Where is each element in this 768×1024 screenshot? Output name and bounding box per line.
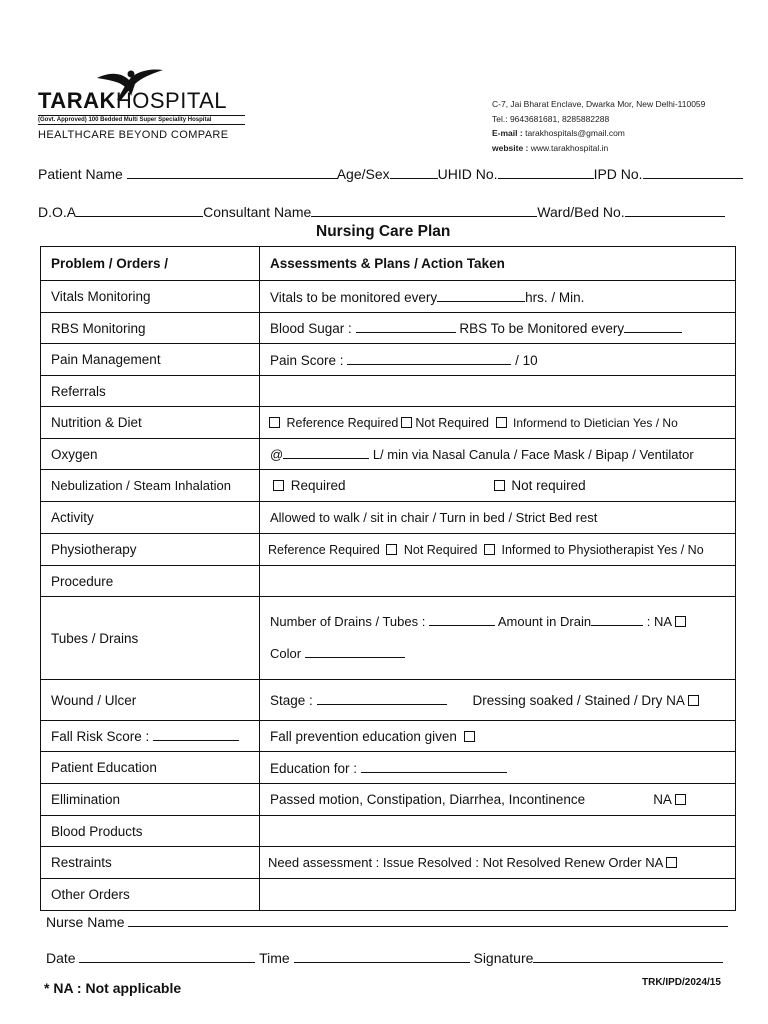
row-action xyxy=(260,721,736,752)
row-text: Color xyxy=(270,646,302,661)
tubes-line-1 xyxy=(270,606,725,638)
address-line: C-7, Jai Bharat Enclave, Dwarka Mor, New Delhi-110059 xyxy=(492,99,706,109)
table-row xyxy=(41,502,736,534)
email-label: E-mail : xyxy=(492,128,523,138)
date-field[interactable] xyxy=(79,950,255,963)
row-text: @ xyxy=(270,447,284,462)
row-label: Restraints xyxy=(41,847,260,879)
oxygen-flow-field[interactable] xyxy=(283,446,369,459)
row-label xyxy=(41,721,260,752)
email-line xyxy=(492,126,705,141)
table-row xyxy=(41,313,736,344)
tel-line: Tel.: 9643681681, 8285882288 xyxy=(492,113,610,124)
website-line xyxy=(492,141,705,156)
checkbox[interactable] xyxy=(386,544,397,555)
time-label: Time xyxy=(259,950,290,966)
row-text: Fall Risk Score : xyxy=(51,729,150,744)
other-orders-field[interactable] xyxy=(260,879,736,911)
table-row xyxy=(41,879,736,911)
row-action xyxy=(260,597,736,680)
row-text: Amount in Drain xyxy=(497,614,592,629)
checkbox[interactable] xyxy=(666,857,677,868)
fall-risk-score-field[interactable] xyxy=(153,728,239,741)
rbs-interval-field[interactable] xyxy=(624,320,682,333)
table-row xyxy=(41,470,736,502)
hospital-brand xyxy=(38,88,227,114)
table-row xyxy=(41,281,736,313)
ward-bed-field[interactable] xyxy=(625,204,725,217)
row-action xyxy=(260,784,736,816)
row-action xyxy=(260,534,736,566)
row-action xyxy=(260,313,736,344)
form-code: TRK/IPD/2024/15 xyxy=(642,977,721,988)
signature-label: Signature xyxy=(473,950,534,966)
form-title: Nursing Care Plan xyxy=(316,223,451,240)
table-row xyxy=(41,376,736,407)
row-text: / 10 xyxy=(515,352,538,368)
wound-stage-field[interactable] xyxy=(317,692,447,705)
email-value: tarakhospitals@gmail.com xyxy=(525,128,625,138)
checkbox[interactable] xyxy=(401,417,412,428)
table-row xyxy=(41,784,736,816)
nurse-name-field[interactable] xyxy=(128,914,728,927)
table-row xyxy=(41,344,736,376)
hospital-slogan: HEALTHCARE BEYOND COMPARE xyxy=(38,129,229,141)
checkbox[interactable] xyxy=(464,731,475,742)
row-text: Education for : xyxy=(270,760,358,776)
date-time-signature-row xyxy=(46,950,723,966)
row-label: Patient Education xyxy=(41,752,260,784)
patient-info-row-2 xyxy=(38,204,725,220)
row-text: Passed motion, Constipation, Diarrhea, Incontinence xyxy=(270,792,586,807)
row-text: Reference Required xyxy=(268,542,380,557)
row-text: Not Required xyxy=(403,542,478,557)
row-label: Oxygen xyxy=(41,439,260,470)
row-action xyxy=(260,752,736,784)
row-action xyxy=(260,847,736,879)
checkbox[interactable] xyxy=(675,794,686,805)
row-action xyxy=(260,470,736,502)
nurse-name-row xyxy=(46,914,728,930)
patient-info-row-1 xyxy=(38,166,743,182)
row-text: Dressing soaked / Stained / Dry xyxy=(472,693,663,708)
education-field[interactable] xyxy=(361,760,507,773)
brand-bold: TARAK xyxy=(38,88,116,113)
row-action: Allowed to walk / sit in chair / Turn in bed / Strict Bed rest xyxy=(260,502,736,534)
row-text: Required xyxy=(290,478,346,493)
signature-field[interactable] xyxy=(533,950,723,963)
row-label: Procedure xyxy=(41,566,260,597)
blood-products-field[interactable] xyxy=(260,816,736,847)
row-action xyxy=(260,680,736,721)
row-text: Not required xyxy=(511,478,586,493)
table-row xyxy=(41,847,736,879)
patient-name-field[interactable] xyxy=(127,166,337,179)
nursing-care-table xyxy=(40,246,736,911)
table-row xyxy=(41,816,736,847)
row-text: Stage : xyxy=(270,693,313,708)
row-text: Pain Score : xyxy=(270,352,344,368)
row-text: : NA xyxy=(646,614,673,629)
row-text: NA xyxy=(666,693,685,708)
row-text: RBS To be Monitored every xyxy=(459,321,625,336)
row-text: Need assessment : Issue Resolved : Not Resolved Renew Order xyxy=(268,855,642,870)
doa-field[interactable] xyxy=(76,204,203,217)
pain-score-field[interactable] xyxy=(347,352,511,365)
row-text: Blood Sugar : xyxy=(270,321,352,336)
row-label: Nutrition & Diet xyxy=(41,407,260,439)
na-footnote: * NA : Not applicable xyxy=(44,980,182,996)
table-header-row xyxy=(41,247,736,281)
row-action xyxy=(260,344,736,376)
blood-sugar-field[interactable] xyxy=(356,320,456,333)
drain-color-field[interactable] xyxy=(305,645,405,658)
checkbox[interactable] xyxy=(273,480,284,491)
tubes-line-2 xyxy=(270,638,725,670)
vitals-interval-field[interactable] xyxy=(437,289,525,302)
row-label: Referrals xyxy=(41,376,260,407)
time-field[interactable] xyxy=(294,950,470,963)
checkbox[interactable] xyxy=(484,544,495,555)
table-row xyxy=(41,407,736,439)
checkbox[interactable] xyxy=(494,480,505,491)
procedure-field[interactable] xyxy=(260,566,736,597)
row-text: L/ min via Nasal Canula / Face Mask / Bipap / Ventilator xyxy=(372,447,694,462)
hospital-address xyxy=(492,97,705,155)
row-text: Informend to Dietician Yes / No xyxy=(512,415,678,430)
consultant-field[interactable] xyxy=(311,204,537,217)
drain-amount-field[interactable] xyxy=(591,613,643,626)
col1-header: Problem / Orders / xyxy=(41,247,260,281)
checkbox[interactable] xyxy=(688,695,699,706)
ward-bed-label: Ward/Bed No. xyxy=(537,204,625,220)
row-text: Vitals to be monitored every xyxy=(270,289,438,305)
row-action xyxy=(260,407,736,439)
table-row xyxy=(41,721,736,752)
uhid-field[interactable] xyxy=(498,166,594,179)
row-text: Not Required xyxy=(415,415,490,430)
date-label: Date xyxy=(46,950,76,966)
row-label: Physiotherapy xyxy=(41,534,260,566)
row-text: hrs. / Min. xyxy=(525,289,585,305)
ipd-label: IPD No. xyxy=(593,166,643,182)
row-label: Tubes / Drains xyxy=(41,597,260,680)
col2-header: Assessments & Plans / Action Taken xyxy=(260,247,736,281)
row-label: Blood Products xyxy=(41,816,260,847)
row-text: Reference Required xyxy=(286,415,399,430)
age-sex-field[interactable] xyxy=(390,166,438,179)
row-label: Wound / Ulcer xyxy=(41,680,260,721)
brand-light: HOSPITAL xyxy=(115,88,228,113)
row-label: Other Orders xyxy=(41,879,260,911)
approval-tagline: (Govt. Approved) 100 Bedded Multi Super Speciality Hospital xyxy=(38,115,245,125)
nurse-name-label: Nurse Name xyxy=(46,914,125,930)
doa-label: D.O.A xyxy=(38,204,77,220)
drain-count-field[interactable] xyxy=(429,613,495,626)
checkbox[interactable] xyxy=(269,417,280,428)
row-action xyxy=(260,439,736,470)
row-label: Pain Management xyxy=(41,344,260,376)
table-row xyxy=(41,566,736,597)
website-value: www.tarakhospital.in xyxy=(530,142,609,153)
row-text: Number of Drains / Tubes : xyxy=(270,614,426,629)
website-label: website : xyxy=(492,142,529,153)
table-row xyxy=(41,680,736,721)
row-label: Nebulization / Steam Inhalation xyxy=(41,470,260,502)
row-label: Activity xyxy=(41,502,260,534)
row-text: Fall prevention education given xyxy=(270,728,457,744)
row-text: NA xyxy=(653,792,672,807)
checkbox[interactable] xyxy=(496,417,507,428)
table-row xyxy=(41,597,736,680)
row-action xyxy=(260,281,736,313)
age-sex-label: Age/Sex xyxy=(336,166,390,182)
patient-name-label: Patient Name xyxy=(38,166,123,182)
table-row xyxy=(41,439,736,470)
row-text: Informed to Physiotherapist Yes / No xyxy=(501,542,704,557)
row-label: Ellimination xyxy=(41,784,260,816)
table-row xyxy=(41,752,736,784)
row-label: Vitals Monitoring xyxy=(41,281,260,313)
referrals-field[interactable] xyxy=(260,376,736,407)
checkbox[interactable] xyxy=(675,616,686,627)
ipd-field[interactable] xyxy=(643,166,743,179)
table-row xyxy=(41,534,736,566)
row-text: NA xyxy=(645,855,664,870)
uhid-label: UHID No. xyxy=(437,166,498,182)
consultant-label: Consultant Name xyxy=(203,204,312,220)
row-label: RBS Monitoring xyxy=(41,313,260,344)
